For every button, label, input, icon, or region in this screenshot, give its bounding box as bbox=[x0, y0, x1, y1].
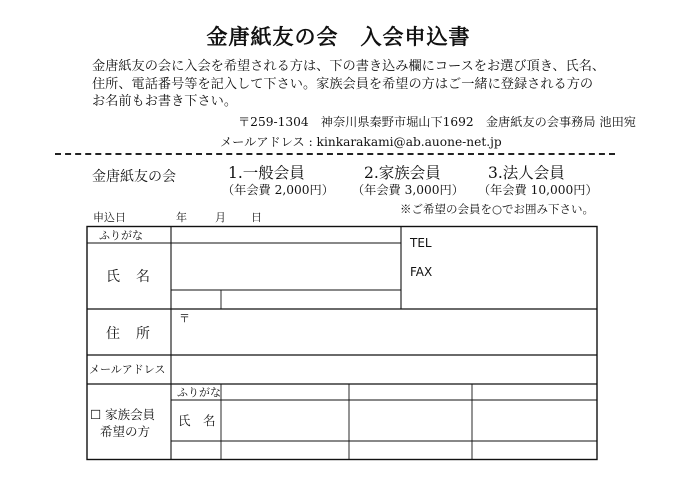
name-input[interactable] bbox=[171, 243, 401, 290]
furigana-input[interactable] bbox=[171, 227, 401, 243]
course-general-member[interactable]: 1.一般会員 bbox=[228, 164, 305, 182]
apply-date-year[interactable]: 年 bbox=[176, 211, 187, 224]
course-family-fee: （年会費 3,000円） bbox=[352, 183, 464, 197]
course-corporate-member[interactable]: 3.法人会員 bbox=[488, 164, 565, 182]
intro-line: 金唐紙友の会に入会を希望される方は、下の書き込み欄にコースをお選び頂き、氏名、 bbox=[92, 59, 606, 74]
name-label: 氏 名 bbox=[106, 269, 151, 285]
address-input[interactable] bbox=[171, 309, 597, 355]
family-name-label: 氏 名 bbox=[178, 413, 216, 428]
family-furigana-label: ふりがな bbox=[177, 386, 221, 399]
club-label: 金唐紙友の会 bbox=[92, 169, 176, 185]
course-corporate-fee: （年会費 10,000円） bbox=[478, 183, 598, 197]
page-title: 金唐紙友の会 入会申込書 bbox=[206, 24, 471, 49]
course-select-note: ※ご希望の会員を○でお囲み下さい。 bbox=[400, 202, 595, 216]
family-names-input[interactable] bbox=[221, 384, 597, 459]
address-label: 住 所 bbox=[106, 326, 151, 342]
family-member-label: 希望の方 bbox=[100, 424, 151, 439]
tel-label: TEL bbox=[410, 236, 432, 250]
family-member-checkbox[interactable]: ☐ 家族会員 bbox=[90, 407, 156, 422]
email-label: メールアドレス bbox=[89, 363, 166, 376]
fax-label: FAX bbox=[410, 265, 433, 279]
office-email: メールアドレス : kinkarakami@ab.auone-net.jp bbox=[220, 135, 502, 149]
office-address: 〒259-1304 神奈川県秦野市堀山下1692 金唐紙友の会事務局 池田宛 bbox=[238, 115, 636, 129]
intro-line: 住所、電話番号等を記入して下さい。家族会員を希望の方はご一緒に登録される方の bbox=[92, 76, 594, 92]
email-input[interactable] bbox=[171, 355, 597, 384]
postal-mark: 〒 bbox=[179, 312, 190, 325]
apply-date-day[interactable]: 日 bbox=[251, 211, 262, 224]
furigana-label: ふりがな bbox=[99, 229, 143, 242]
apply-date-month[interactable]: 月 bbox=[215, 211, 226, 224]
course-general-fee: （年会費 2,000円） bbox=[222, 183, 334, 197]
intro-line: お名前もお書き下さい。 bbox=[92, 94, 238, 109]
course-family-member[interactable]: 2.家族会員 bbox=[364, 164, 441, 182]
apply-date-label: 申込日 bbox=[93, 211, 126, 224]
